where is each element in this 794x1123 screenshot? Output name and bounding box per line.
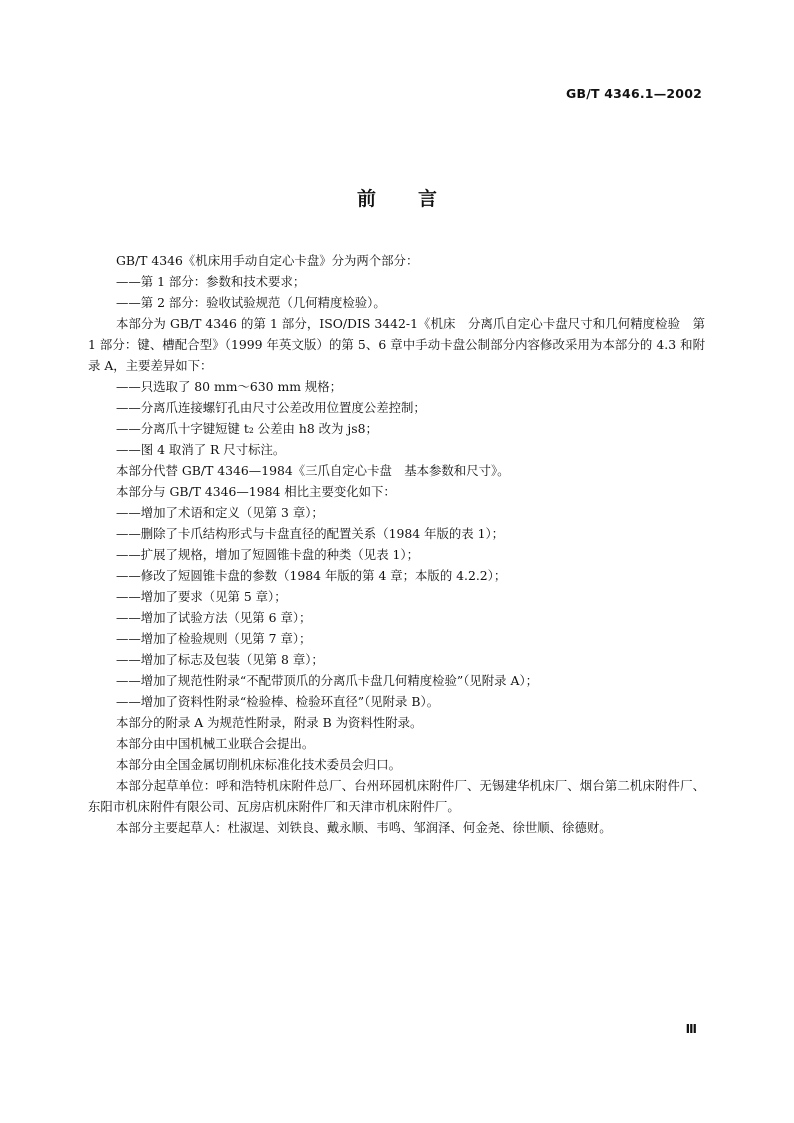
paragraph: GB/T 4346《机床用手动自定心卡盘》分为两个部分： — [116, 253, 419, 268]
list-item: ——增加了标志及包装（见第 8 章）； — [116, 652, 324, 667]
list-item: ——增加了检验规则（见第 7 章）； — [116, 631, 312, 646]
document-body — [88, 250, 705, 838]
list-item: ——增加了术语和定义（见第 3 章）； — [116, 505, 324, 520]
list-item: ——只选取了 80 mm～630 mm 规格； — [116, 379, 343, 394]
list-item: ——增加了资料性附录“检验棒、检验环直径”（见附录 B）。 — [116, 694, 440, 709]
paragraph: 本部分由全国金属切削机床标准化技术委员会归口。 — [116, 757, 401, 772]
page-title: 前言 — [356, 188, 479, 210]
paragraph: 本部分为 GB/T 4346 的第 1 部分，ISO/DIS 3442-1《机床 分离爪自定心卡盘尺寸和几何精度检验 第 1 部分：键、槽配合型》（1999 年英文版）的第 5、6 章中手动卡盘公制部分内容修改采用为本部分的 4.3 和附录 A，主要差异如下： — [88, 316, 705, 373]
paragraph: 本部分代替 GB/T 4346—1984《三爪自定心卡盘 基本参数和尺寸》。 — [116, 463, 510, 478]
list-item: ——扩展了规格，增加了短圆锥卡盘的种类（见表 1）； — [116, 547, 419, 562]
list-item: ——分离爪连接螺钉孔由尺寸公差改用位置度公差控制； — [116, 400, 426, 415]
list-item: ——增加了规范性附录“不配带顶爪的分离爪卡盘几何精度检验”（见附录 A）； — [116, 673, 539, 688]
paragraph: 本部分与 GB/T 4346—1984 相比主要变化如下： — [116, 484, 396, 499]
paragraph: 本部分主要起草人：杜淑逞、刘铁良、戴永顺、韦鸣、邹润泽、何金尧、徐世顺、徐德财。 — [116, 820, 612, 835]
paragraph: 本部分起草单位：呼和浩特机床附件总厂、台州环园机床附件厂、无锡建华机床厂、烟台第二机床附件厂、东阳市机床附件有限公司、瓦房店机床附件厂和天津市机床附件厂。 — [88, 778, 705, 814]
list-item: ——第 2 部分：验收试验规范（几何精度检验）。 — [116, 295, 386, 310]
list-item: ——增加了要求（见第 5 章）； — [116, 589, 287, 604]
paragraph: 本部分由中国机械工业联合会提出。 — [116, 736, 315, 751]
list-item: ——删除了卡爪结构形式与卡盘直径的配置关系（1984 年版的表 1）； — [116, 526, 505, 541]
list-item: ——增加了试验方法（见第 6 章）； — [116, 610, 312, 625]
list-item: ——分离爪十字键短键 t₂ 公差由 h8 改为 js8； — [116, 421, 378, 436]
list-item: ——修改了短圆锥卡盘的参数（1984 年版的第 4 章；本版的 4.2.2）； — [116, 568, 507, 583]
paragraph: 本部分的附录 A 为规范性附录，附录 B 为资料性附录。 — [116, 715, 423, 730]
list-item: ——第 1 部分：参数和技术要求； — [116, 274, 306, 289]
page-number: Ⅲ — [685, 1022, 697, 1036]
standard-number: GB/T 4346.1—2002 — [566, 86, 702, 101]
list-item: ——图 4 取消了 R 尺寸标注。 — [116, 442, 286, 457]
